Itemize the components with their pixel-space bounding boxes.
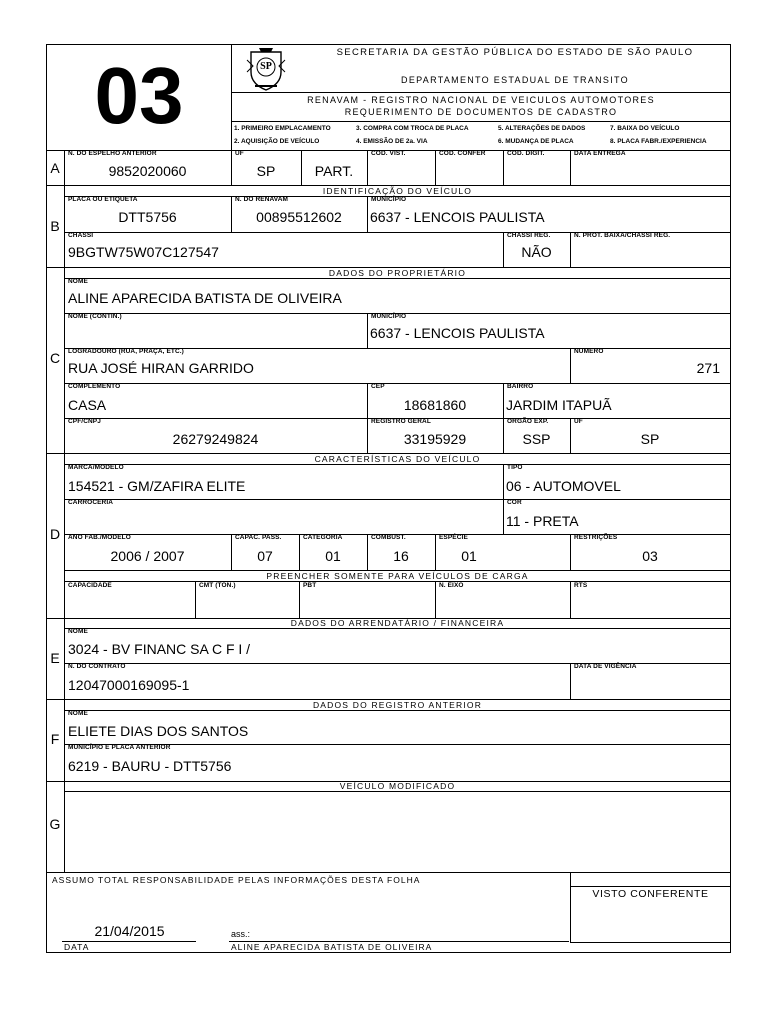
bairro-value: JARDIM ITAPUÃ bbox=[506, 397, 612, 413]
band-identificacao: IDENTIFICAÇÃO DO VEÍCULO bbox=[322, 186, 473, 196]
section-letter-a: A bbox=[50, 160, 60, 176]
cpf-label: CPF/CNPJ bbox=[68, 418, 101, 425]
emblem-letters: SP bbox=[260, 61, 272, 72]
carroceria-label: CARROCERIA bbox=[68, 499, 114, 506]
restricoes-value: 03 bbox=[642, 548, 658, 564]
placa-value: DTT5756 bbox=[118, 209, 177, 225]
restricoes-label: RESTRIÇÕES bbox=[574, 534, 618, 541]
chassi-value: 9BGTW75W07C127547 bbox=[68, 244, 219, 260]
row-rule bbox=[64, 581, 731, 582]
ass-label: ass.: bbox=[231, 929, 251, 939]
header-rule bbox=[231, 121, 731, 122]
categoria-value: 01 bbox=[325, 548, 341, 564]
header-line1: SECRETARIA DA GESTÃO PÚBLICA DO ESTADO DE SÃO PAULO bbox=[336, 47, 694, 58]
cmt-label: CMT (TON.) bbox=[199, 582, 236, 589]
logradouro-value: RUA JOSÉ HIRAN GARRIDO bbox=[68, 360, 254, 376]
uf-a-label: UF bbox=[235, 150, 244, 157]
footer-statement: ASSUMO TOTAL RESPONSABILIDADE PELAS INFORMAÇÕES DESTA FOLHA bbox=[52, 875, 421, 885]
numero-value: 271 bbox=[696, 360, 720, 376]
cod-digit-label: COD. DIGIT. bbox=[507, 150, 545, 157]
capac-value: 07 bbox=[257, 548, 273, 564]
cell-divider bbox=[570, 663, 571, 699]
option-5: 5. ALTERAÇÕES DE DADOS bbox=[498, 125, 586, 132]
municipio-b-label: MUNICÍPIO bbox=[371, 196, 407, 203]
data-label: DATA bbox=[64, 942, 90, 952]
placa-label: PLACA OU ETIQUETA bbox=[68, 196, 138, 203]
vigencia-label: DATA DE VIGÊNCIA bbox=[574, 663, 637, 670]
espelho-value: 9852020060 bbox=[108, 163, 187, 179]
option-3: 3. COMPRA COM TROCA DE PLACA bbox=[356, 125, 469, 132]
pbt-label: PBT bbox=[303, 582, 317, 589]
band-proprietario: DADOS DO PROPRIETÁRIO bbox=[328, 268, 467, 278]
section-rule bbox=[46, 872, 731, 873]
cor-value: 11 - PRETA bbox=[506, 513, 579, 529]
band-veiculo-modificado: VEÍCULO MODIFICADO bbox=[339, 781, 456, 791]
tipo-label: TIPO bbox=[507, 464, 523, 471]
nome-e-value: 3024 - BV FINANC SA C F I / bbox=[68, 641, 251, 657]
part-value: PART. bbox=[314, 163, 354, 179]
cell-divider bbox=[503, 150, 504, 185]
band-arrendatario: DADOS DO ARRENDATÁRIO / FINANCEIRA bbox=[290, 618, 505, 628]
option-4: 4. EMISSÃO DE 2a. VIA bbox=[356, 138, 428, 145]
rg-label: REGISTRO GERAL bbox=[371, 418, 431, 425]
cell-divider bbox=[570, 232, 571, 267]
cell-divider bbox=[570, 150, 571, 185]
band-caracteristicas: CARACTERÍSTICAS DO VEÍCULO bbox=[314, 454, 481, 464]
cell-divider bbox=[570, 581, 571, 618]
chassi-reg-label: CHASSI REG. bbox=[507, 232, 551, 239]
row-rule bbox=[64, 464, 731, 465]
row-rule bbox=[64, 710, 731, 711]
form-number: 03 bbox=[94, 51, 184, 140]
uf-a-value: SP bbox=[256, 163, 276, 179]
signer-name: ALINE APARECIDA BATISTA DE OLIVEIRA bbox=[231, 942, 433, 952]
municipio-c-value: 6637 - LENCOIS PAULISTA bbox=[370, 325, 545, 341]
municipio-b-value: 6637 - LENCOIS PAULISTA bbox=[370, 209, 545, 225]
cell-divider bbox=[367, 196, 368, 232]
cell-divider bbox=[195, 581, 196, 618]
ano-label: ANO FAB./MODELO bbox=[68, 534, 131, 541]
categoria-label: CATEGORIA bbox=[303, 534, 343, 541]
cell-divider bbox=[570, 872, 571, 942]
option-6: 6. MUDANÇA DE PLACA bbox=[498, 138, 574, 145]
sp-emblem bbox=[243, 46, 289, 92]
section-letter-b: B bbox=[50, 218, 60, 234]
cor-label: COR bbox=[507, 499, 522, 506]
section-letter-f: F bbox=[50, 731, 60, 747]
row-rule bbox=[570, 942, 731, 943]
nome-e-label: NOME bbox=[68, 628, 88, 635]
letter-column-divider bbox=[64, 150, 65, 872]
renavam-value: 00895512602 bbox=[256, 209, 342, 225]
tipo-value: 06 - AUTOMOVEL bbox=[506, 478, 621, 494]
combust-value: 16 bbox=[393, 548, 409, 564]
orgao-value: SSP bbox=[522, 431, 551, 447]
section-letter-g: G bbox=[49, 816, 61, 832]
espelho-label: N. DO ESPELHO ANTERIOR bbox=[68, 150, 157, 157]
contrato-label: N. DO CONTRATO bbox=[68, 663, 126, 670]
prot-label: N. PROT. BAIXA/CHASSI REG. bbox=[574, 232, 671, 239]
cod-vist-label: COD. VIST. bbox=[371, 150, 406, 157]
municipio-f-value: 6219 - BAURU - DTT5756 bbox=[68, 758, 232, 774]
band-carga: PREENCHER SOMENTE PARA VEÍCULOS DE CARGA bbox=[266, 571, 529, 581]
renavam-label: N. DO RENAVAM bbox=[235, 196, 289, 203]
combust-label: COMBUST. bbox=[371, 534, 406, 541]
municipio-f-label: MUNICÍPIO E PLACA ANTERIOR bbox=[68, 744, 171, 751]
cod-confer-label: COD. CONFER bbox=[439, 150, 486, 157]
uf-c-value: SP bbox=[640, 431, 660, 447]
especie-value: 01 bbox=[461, 548, 477, 564]
header-line3: RENAVAM - REGISTRO NACIONAL DE VEICULOS AUTOMOTORES bbox=[307, 95, 655, 105]
chassi-reg-value: NÃO bbox=[521, 244, 552, 260]
especie-label: ESPÉCIE bbox=[439, 534, 468, 541]
capac-label: CAPAC. PASS. bbox=[235, 534, 282, 541]
rg-value: 33195929 bbox=[403, 431, 467, 447]
option-2: 2. AQUISIÇÃO DE VEÍCULO bbox=[234, 138, 320, 145]
rts-label: RTS bbox=[574, 582, 588, 589]
cell-divider bbox=[367, 150, 368, 185]
cpf-value: 26279249824 bbox=[172, 431, 259, 447]
nome-c-value: ALINE APARECIDA BATISTA DE OLIVEIRA bbox=[68, 290, 342, 306]
logradouro-label: LOGRADOURO (RUA, PRAÇA, ETC.) bbox=[68, 348, 184, 355]
cep-label: CEP bbox=[371, 383, 385, 390]
nome-f-label: NOME bbox=[68, 710, 88, 717]
option-1: 1. PRIMEIRO EMPLACAMENTO bbox=[234, 125, 331, 132]
contrato-value: 12047000169095-1 bbox=[68, 677, 190, 693]
row-rule bbox=[64, 499, 731, 500]
header-line4: REQUERIMENTO DE DOCUMENTOS DE CADASTRO bbox=[344, 107, 618, 117]
uf-c-label: UF bbox=[574, 418, 583, 425]
cell-divider bbox=[367, 313, 368, 348]
orgao-label: ORGÃO EXP. bbox=[507, 418, 549, 425]
cell-divider bbox=[435, 581, 436, 618]
cep-value: 18681860 bbox=[403, 397, 467, 413]
row-rule bbox=[64, 278, 731, 279]
complemento-value: CASA bbox=[68, 397, 107, 413]
cell-divider bbox=[299, 581, 300, 618]
row-rule bbox=[64, 628, 731, 629]
section-letter-c: C bbox=[49, 350, 61, 366]
nome-c-label: NOME bbox=[68, 278, 88, 285]
marca-value: 154521 - GM/ZAFIRA ELITE bbox=[68, 478, 246, 494]
cell-divider bbox=[435, 150, 436, 185]
numero-label: NUMERO bbox=[574, 348, 604, 355]
band-registro-anterior: DADOS DO REGISTRO ANTERIOR bbox=[312, 700, 483, 710]
row-rule bbox=[64, 383, 731, 384]
bairro-label: BAIRRO bbox=[507, 383, 534, 390]
nome-f-value: ELIETE DIAS DOS SANTOS bbox=[68, 723, 249, 739]
ano-value: 2006 / 2007 bbox=[110, 548, 185, 564]
section-letter-d: D bbox=[49, 526, 61, 542]
complemento-label: COMPLEMENTO bbox=[68, 383, 121, 390]
eixo-label: N. EIXO bbox=[439, 582, 464, 589]
footer-date: 21/04/2015 bbox=[94, 923, 165, 939]
row-rule bbox=[570, 886, 731, 887]
header-rule bbox=[231, 92, 731, 93]
chassi-label: CHASSI bbox=[68, 232, 94, 239]
option-8: 8. PLACA FABR./EXPERIENCIA bbox=[610, 138, 707, 145]
section-letter-e: E bbox=[50, 650, 60, 666]
header-line2: DEPARTAMENTO ESTADUAL DE TRANSITO bbox=[401, 75, 629, 85]
visto-conferente-label: VISTO CONFERENTE bbox=[592, 888, 709, 900]
marca-label: MARCA/MODELO bbox=[68, 464, 124, 471]
row-rule bbox=[64, 791, 731, 792]
capacidade-label: CAPACIDADE bbox=[68, 582, 112, 589]
municipio-c-label: MUNICÍPIO bbox=[371, 313, 407, 320]
nome-contin-label: NOME (CONTIN.) bbox=[68, 313, 122, 320]
option-7: 7. BAIXA DO VEÍCULO bbox=[610, 125, 680, 132]
data-entrega-label: DATA ENTREGA bbox=[574, 150, 626, 157]
